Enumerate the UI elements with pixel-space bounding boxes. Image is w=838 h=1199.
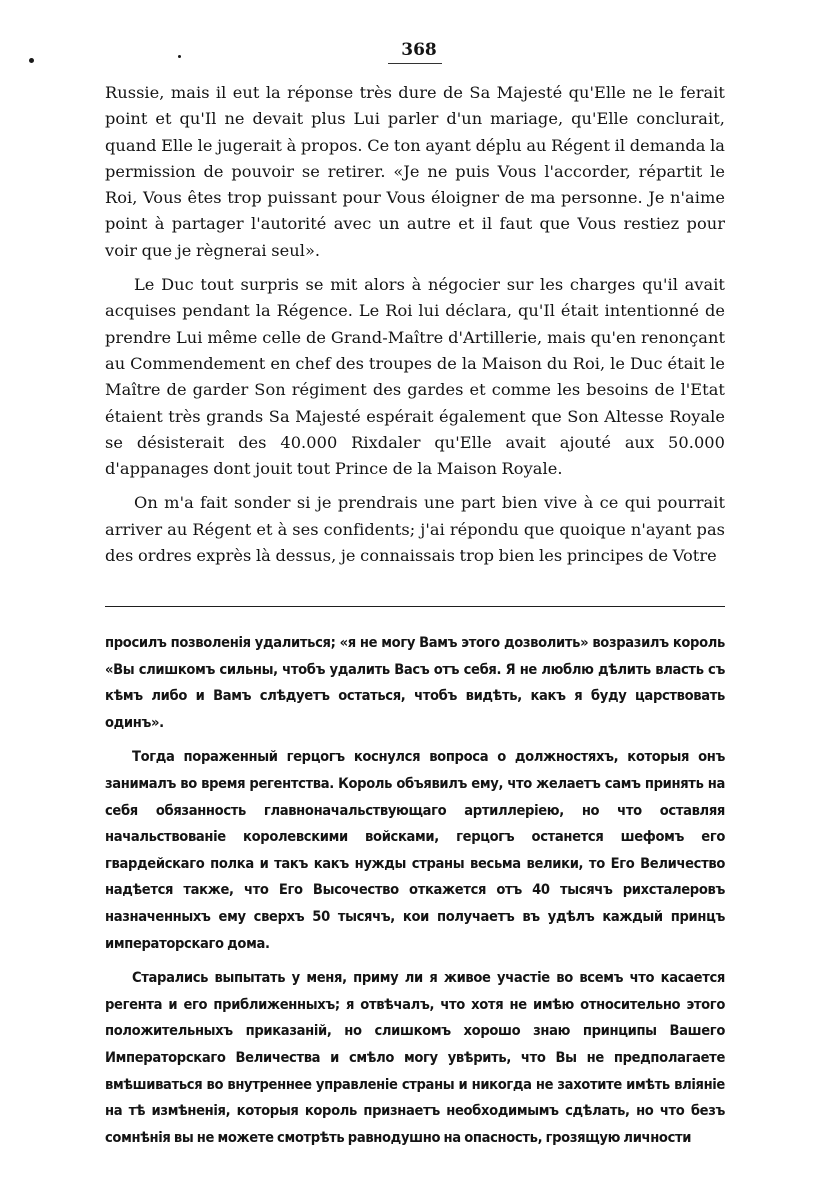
french-paragraph-1: Russie, mais il eut la réponse très dure de Sa Majesté qu'Elle ne le ferait point et qu'Il ne devait plus Lui parler d'un mariage, qu'Elle conclurait, quand Elle le jugerait à propos. Ce ton ayant déplu au Régent il demanda la permission de pouvoir se retirer. «Je ne puis Vous l'accorder, répartit le Roi, Vous êtes trop puissant pour Vous éloigner de ma personne. Je n'aime point à partager l'autorité avec un autre et il faut que Vous restiez pour voir que je règnerai seul». <box>105 83 725 260</box>
page-number: 368 <box>401 40 437 60</box>
russian-paragraph-1: просилъ позволенія удалиться; «я не могу Вамъ этого дозволить» возразилъ король «Вы слишкомъ сильны, чтобъ удалить Васъ отъ себя. Я не люблю дѣлить власть съ кѣмъ либо и Вамъ слѣдуетъ остаться, чтобъ видѣть, какъ я буду царствовать одинъ». <box>105 634 725 731</box>
page-number-underline <box>388 63 442 64</box>
french-text-block <box>105 80 725 577</box>
russian-paragraph-3: Старались выпытать у меня, приму ли я живое участіе во всемъ что касается регента и его приближенныхъ; я отвѣчалъ, что хотя не имѣю относительно этого положительныхъ приказаній, но слишкомъ хорошо знаю принципы Вашего Императорскаго Величества и смѣло могу увѣрить, что Вы не предполагаете вмѣшиваться во внутреннее управленіе страны и никогда не захотите имѣть вліяніе на тѣ измѣненія, которыя король признаетъ необходимымъ сдѣлать, но что безъ сомнѣнія вы не можете смотрѣть равнодушно на опасность, грозящую личности <box>105 969 725 1146</box>
section-divider <box>105 606 725 607</box>
russian-paragraph-2: Тогда пораженный герцогъ коснулся вопроса о должностяхъ, которыя онъ занималъ во время регентства. Король объявилъ ему, что желаетъ самъ принять на себя обязанность главноначальствующаго артиллеріею, но что оставляя начальствованіе королевскими войсками, герцогъ останется шефомъ его гвардейскаго полка и такъ какъ нужды страны весьма велики, то Его Величество надѣется также, что Его Высочество откажется отъ 40 тысячъ рихсталеровъ назначенныхъ ему сверхъ 50 тысячъ, кои получаетъ въ удѣлъ каждый принцъ императорскаго дома. <box>105 748 725 952</box>
french-paragraph-2: Le Duc tout surpris se mit alors à négocier sur les charges qu'il avait acquises pendant la Régence. Le Roi lui déclara, qu'Il était intentionné de prendre Lui même celle de Grand-Maître d'Artillerie, mais qu'en renonçant au Commendement en chef des troupes de la Maison du Roi, le Duc était le Maître de garder Son régiment des gardes et comme les besoins de l'Etat étaient très grands Sa Majesté espérait également que Son Altesse Royale se désisterait des 40.000 Rixdaler qu'Elle avait ajouté aux 50.000 d'appanages dont jouit tout Prince de la Maison Royale. <box>105 275 725 479</box>
russian-translation-block <box>105 630 725 1159</box>
french-paragraph-3: On m'a fait sonder si je prendrais une part bien vive à ce qui pourrait arriver au Régent et à ses confidents; j'ai répondu que quoique n'ayant pas des ordres exprès là dessus, je connaissais trop bien les principes de Votre <box>105 493 725 566</box>
